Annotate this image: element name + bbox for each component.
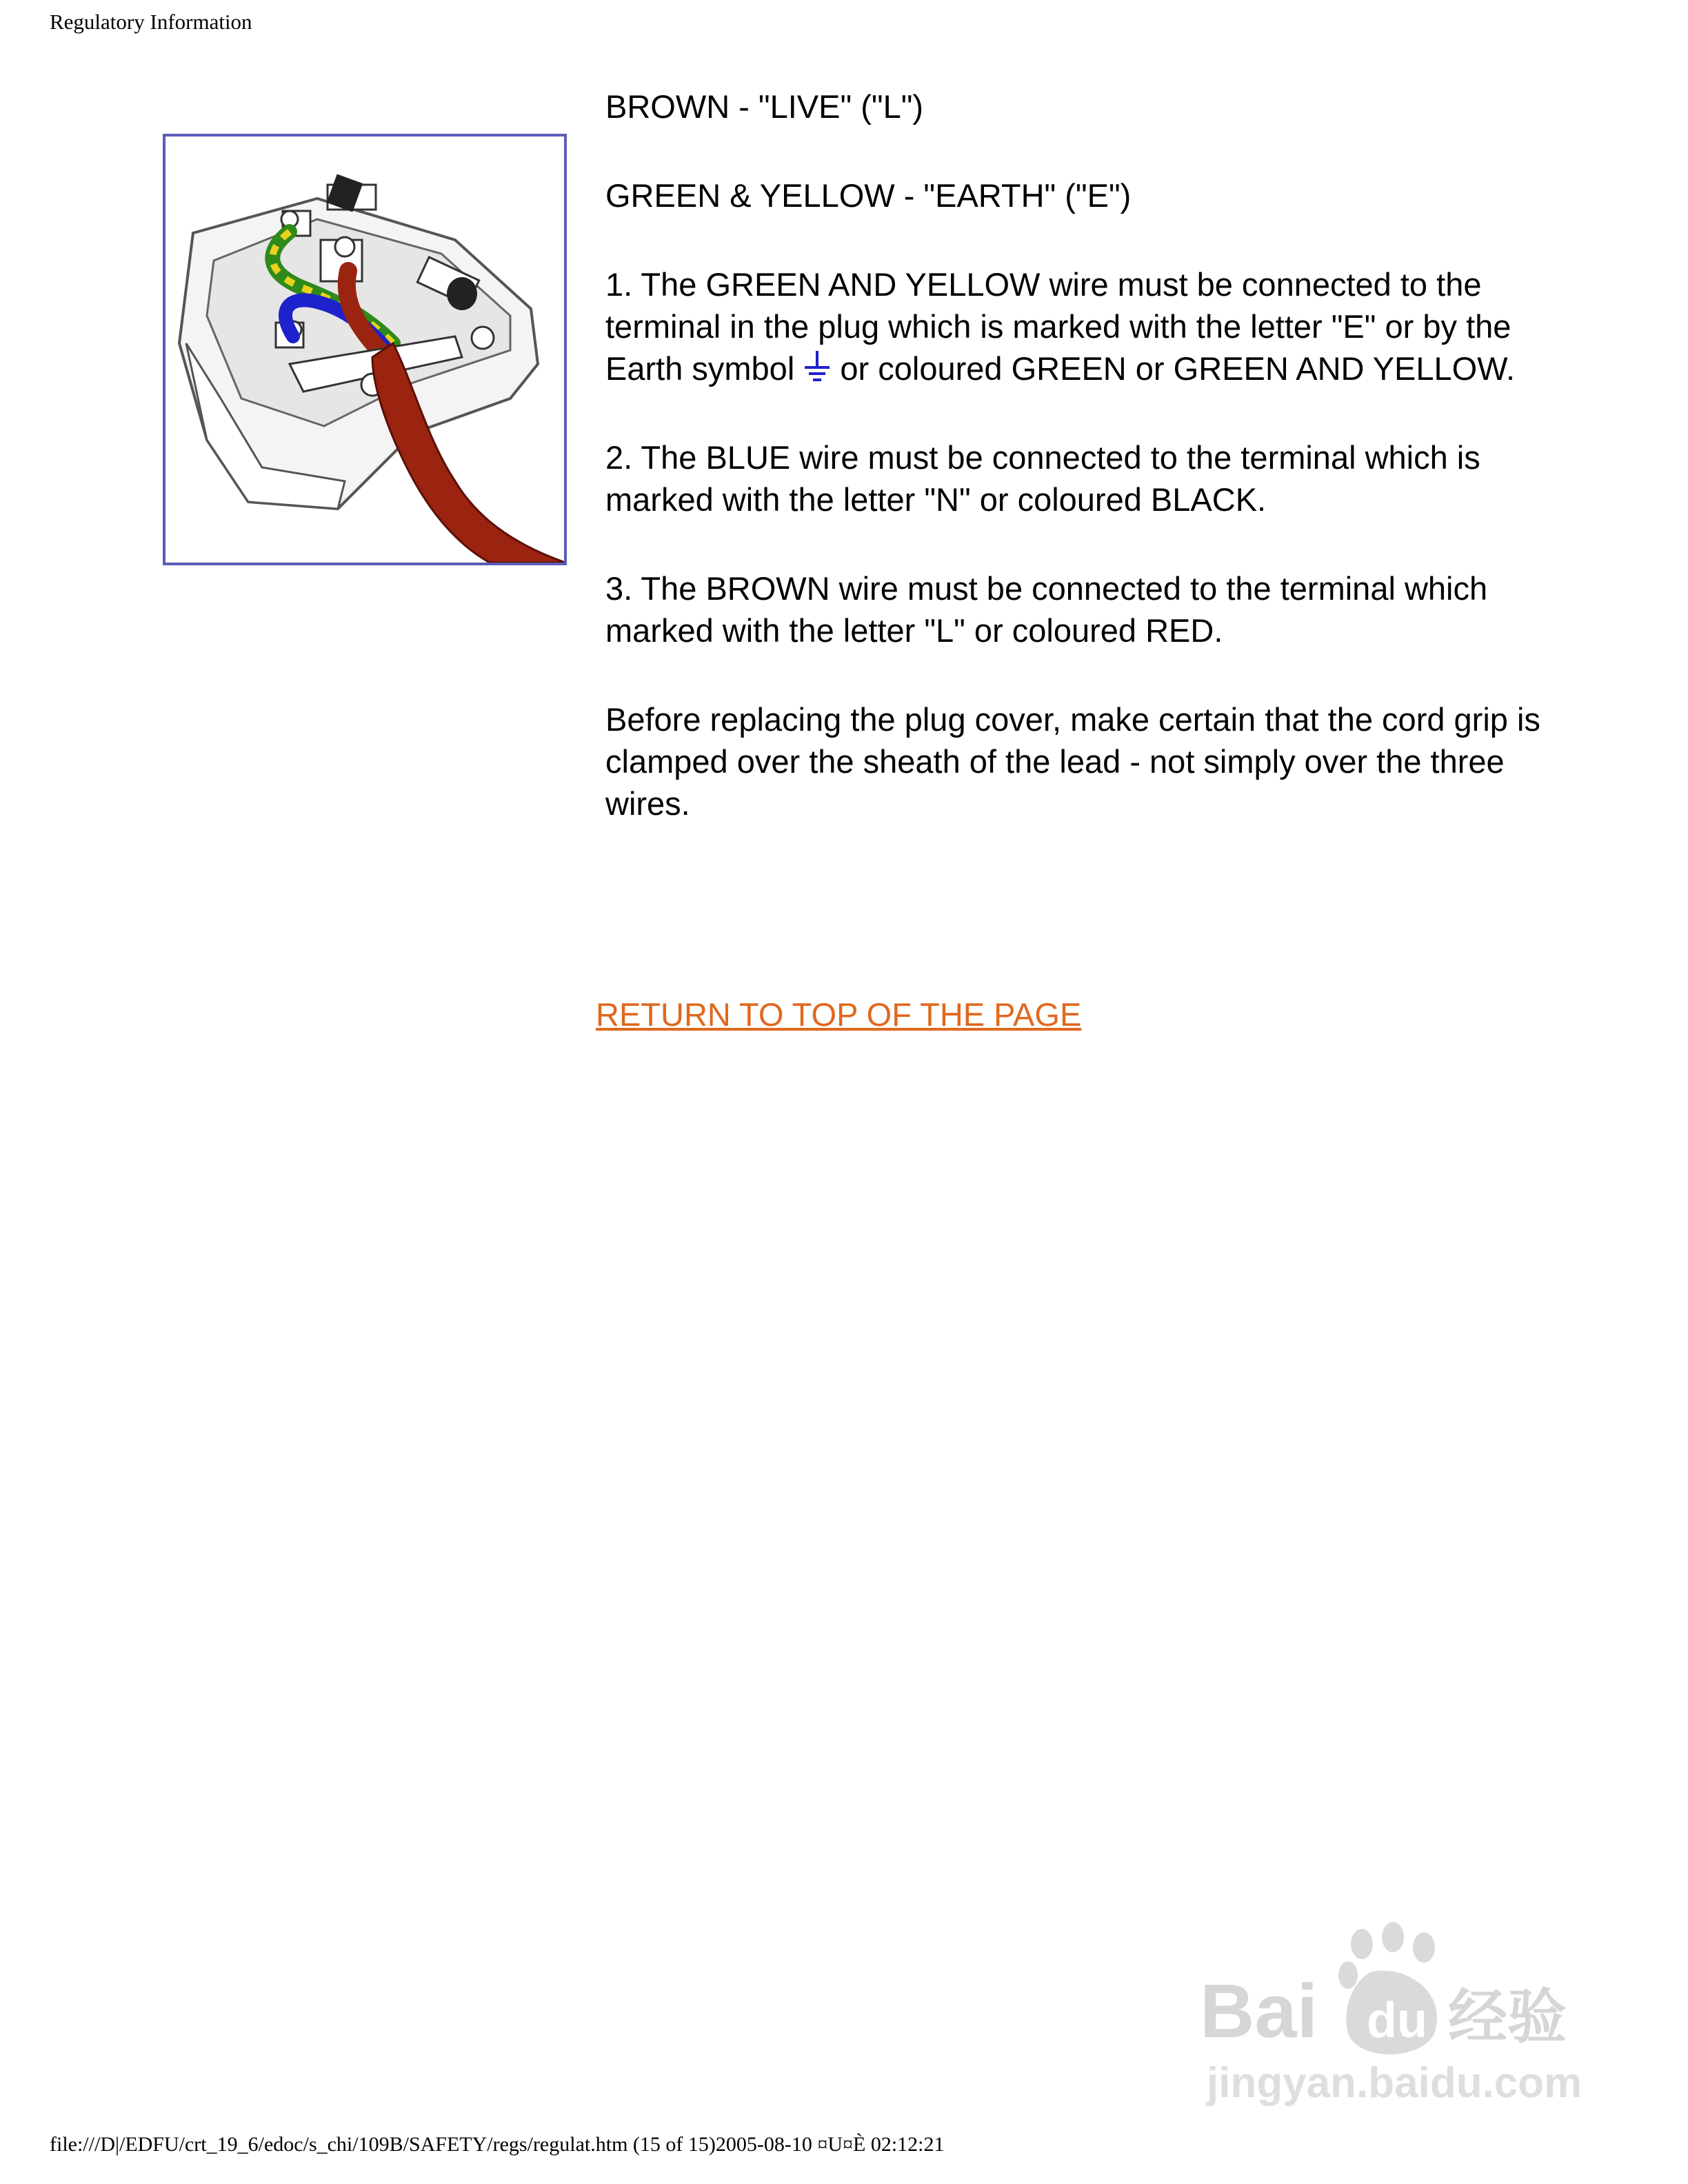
watermark-brand-top: Bai (1200, 1969, 1318, 2054)
closing-paragraph: Before replacing the plug cover, make certain that the cord grip is clamped over the sheath of the lead - not simply over the three wires. (605, 701, 1540, 822)
plug-wiring-illustration (163, 134, 567, 565)
step-1-text-before: 1. The GREEN AND YELLOW wire must be connected to the terminal in the plug which is marked with the letter "E" or by the Earth symbol (605, 266, 1511, 387)
baidu-jingyan-watermark (1186, 1917, 1586, 2116)
watermark-paw-text: du (1367, 1993, 1427, 2048)
wiring-instructions (605, 85, 1543, 871)
step-2-paragraph: 2. The BLUE wire must be connected to the terminal which is marked with the letter "N" or coloured BLACK. (605, 439, 1480, 518)
earth-ground-icon (803, 350, 831, 384)
step-1-text-after: or coloured GREEN or GREEN AND YELLOW. (831, 350, 1516, 387)
step-1-paragraph (605, 263, 1543, 390)
watermark-url: jingyan.baidu.com (1207, 2059, 1582, 2107)
step-3-paragraph: 3. The BROWN wire must be connected to the terminal which marked with the letter "L" or coloured RED. (605, 570, 1488, 649)
footer-file-path: file:///D|/EDFU/crt_19_6/edoc/s_chi/109B/SAFETY/regs/regulat.htm (15 of 15)2005-08-10 ¤U¤È 02:12:21 (50, 2133, 945, 2156)
return-to-top-link[interactable]: RETURN TO TOP OF THE PAGE (596, 996, 1082, 1033)
wired-plug-illustration-icon (165, 136, 564, 563)
brown-live-line: BROWN - "LIVE" ("L") (605, 88, 924, 125)
page-header-title: Regulatory Information (50, 10, 252, 34)
baidu-watermark-logo (1186, 1917, 1586, 2116)
watermark-brand-cn: 经验 (1448, 1983, 1567, 2052)
green-yellow-earth-line: GREEN & YELLOW - "EARTH" ("E") (605, 177, 1132, 214)
